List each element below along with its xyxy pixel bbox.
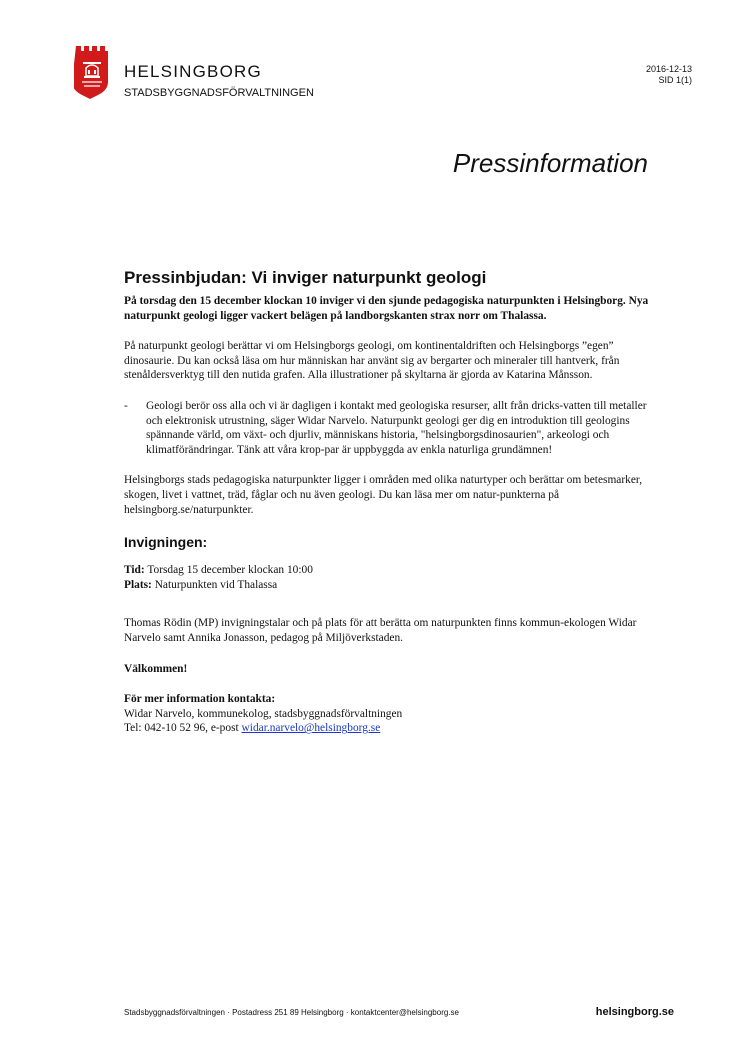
helsingborg-crown-shield-icon (74, 44, 110, 100)
body-paragraph: På naturpunkt geologi berättar vi om Helsingborgs geologi, om kontinentaldriften och Helsingborgs ”egen” dinosaurie. Du kan också läsa om hur människan har använt sig av bergarter och mineraler till hantverk, från stenåldersverktyg till den nutida grafen. Alla illustrationer på skyltarna är gjorda av Katarina Månsson. (124, 340, 620, 382)
article-body (124, 268, 660, 736)
quote-text: Geologi berör oss alla och vi är dagligen i kontakt med geologiska resurser, allt från dricks-vatten till metaller och elektronisk utrustning, säger Widar Narvelo. Naturpunkt geologi ger dig en introduktion till geologins spännande värld, om växt- och djurliv, människans historia, "helsingborgsdinosaurien", arkeologi och klimatförändringar. Tänk att våra krop-par är uppbyggda av enkla naturliga grundämnen! (146, 399, 647, 456)
place-value: Naturpunkten vid Thalassa (154, 578, 278, 591)
event-time (124, 563, 660, 578)
contact-email-link[interactable]: widar.narvelo@helsingborg.se (241, 722, 381, 735)
inauguration-heading: Invigningen: (124, 534, 208, 551)
body-paragraph: Thomas Rödin (MP) invigningstalar och på plats för att berätta om naturpunkten finns kommun-ekologen Widar Narvelo samt Annika Jonasson, pedagog på Miljöverkstaden. (124, 617, 637, 644)
footer-address: Stadsbyggnadsförvaltningen · Postadress 251 89 Helsingborg · kontaktcenter@helsingborg.se (124, 1008, 459, 1017)
page-footer (124, 1006, 674, 1022)
quote-paragraph (124, 399, 660, 457)
contact-block (124, 692, 660, 736)
contact-line (124, 721, 660, 736)
event-info (124, 563, 660, 592)
org-name: HELSINGBORG (124, 62, 262, 81)
time-value: Torsdag 15 december klockan 10:00 (147, 564, 313, 577)
page-number: SID 1(1) (658, 75, 692, 85)
quote-dash: - (124, 399, 128, 412)
body-paragraph: Helsingborgs stads pedagogiska naturpunkter ligger i områden med olika naturtyper och berättar om betesmarker, skogen, livet i vattnet, träd, fåglar och nu även geologi. Du kan läsa mer om natur-punkterna på helsingborg.se/naturpunkter. (124, 474, 643, 516)
contact-name: Widar Narvelo, kommunekolog, stadsbyggnadsförvaltningen (124, 707, 403, 720)
article-title: Pressinbjudan: Vi inviger naturpunkt geologi (124, 268, 487, 287)
document-meta (646, 64, 692, 86)
helsingborg-logo (74, 44, 110, 100)
document-type: Pressinformation (452, 148, 648, 178)
department-name: STADSBYGGNADSFÖRVALTNINGEN (124, 87, 314, 99)
welcome-text: Välkommen! (124, 662, 188, 675)
place-label: Plats: (124, 578, 152, 591)
contact-tel: Tel: 042-10 52 96, e-post (124, 722, 239, 735)
document-date: 2016-12-13 (645, 64, 692, 74)
event-place (124, 578, 660, 593)
time-label: Tid: (124, 564, 145, 577)
lead-paragraph: På torsdag den 15 december klockan 10 inviger vi den sjunde pedagogiska naturpunkten i Helsingborg. Nya naturpunkt geologi ligger vackert belägen på landborgskanten strax norr om Thalassa. (124, 295, 649, 322)
footer-website[interactable]: helsingborg.se (595, 1006, 674, 1018)
contact-heading: För mer information kontakta: (124, 693, 276, 706)
